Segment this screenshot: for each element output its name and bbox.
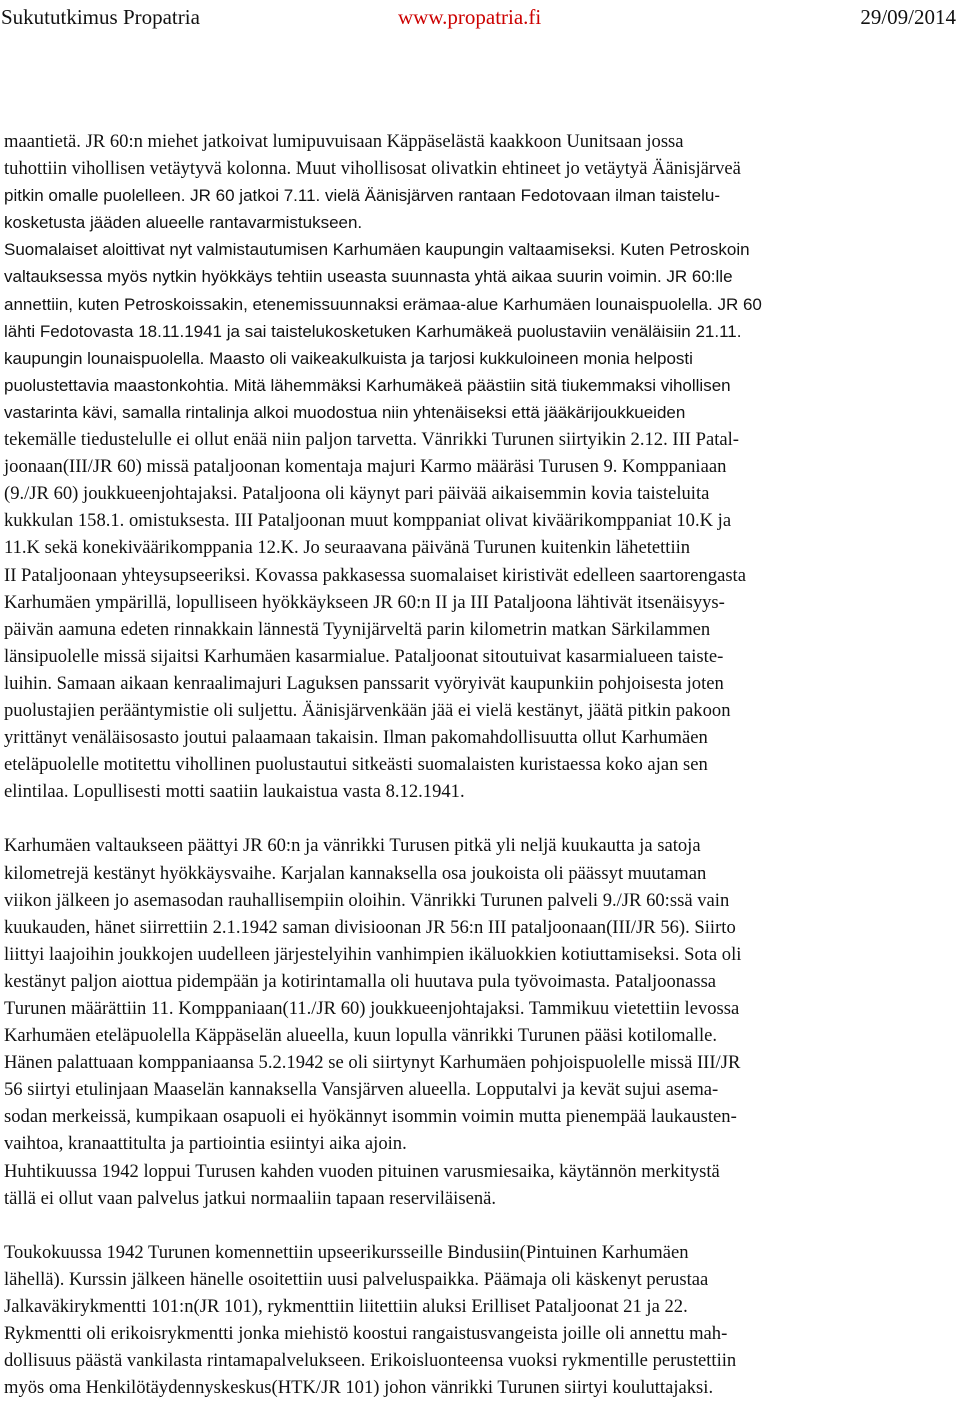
text-line: sodan merkeissä, kumpikaan osapuoli ei hyökännyt isommin voimin mutta pienempää laukausten- xyxy=(4,1106,737,1128)
text-line: kilometrejä kestänyt hyökkäysvaihe. Karjalan kannaksella osa joukoista oli päässyt muutaman xyxy=(4,862,707,884)
text-line: luihin. Samaan aikaan kenraalimajuri Laguksen panssarit vyöryivät kaupunkiin pohjoisesta joten xyxy=(4,672,724,694)
text-line: kestänyt paljon aiottua pidempään ja kotirintamalla oli huutava pula työvoimasta. Pataljoonassa xyxy=(4,970,717,992)
text-line: kukkulan 158.1. omistuksesta. III Pataljoonan muut komppaniat olivat kiväärikomppaniat 10.K ja xyxy=(4,510,732,532)
paragraph xyxy=(4,128,954,805)
text-line: puolustettavia maastonkohtia. Mitä lähemmäksi Karhumäkeä päästiin sitä tiukemmaksi vihollisen xyxy=(4,375,731,395)
text-line: puolustajien perääntymistie oli suljettu. Äänisjärvenkään jää ei vielä kestänyt, jäätä pitkin pakoon xyxy=(4,699,731,721)
text-line: lähti Fedotovasta 18.11.1941 ja sai taistelukosketuken Karhumäkeä puolustaviin venäläisiin 21.11. xyxy=(4,321,742,341)
paragraph xyxy=(4,1239,954,1402)
paragraph xyxy=(4,832,954,1211)
text-line: maantietä. JR 60:n miehet jatkoivat lumipuvuisaan Käppäselästä kaakkoon Uunitsaan jossa xyxy=(4,131,684,152)
text-line: viikon jälkeen jo asemasodan rauhallisempiin oloihin. Vänrikki Turunen palveli 9./JR 60:ssä vain xyxy=(4,889,730,911)
text-line: kaupungin lounaispuolella. Maasto oli vaikeakulkuista ja tarjosi kukkuloineen monia helposti xyxy=(4,348,693,368)
text-line: Toukokuussa 1942 Turunen komennettiin upseerikursseille Bindusiin(Pintuinen Karhumäen xyxy=(4,1241,689,1263)
text-line: elintilaa. Lopullisesti motti saatiin laukaistua vasta 8.12.1941. xyxy=(4,781,465,803)
text-line: eteläpuolelle motitettu vihollinen puolustautui sitkeästi suomalaisten kuristaessa koko ajan sen xyxy=(4,754,708,776)
text-line: annettiin, kuten Petroskoissakin, etenemissuunnaksi erämaa-alue Karhumäen lounaispuolella. JR 60 xyxy=(4,294,762,314)
text-line: tällä ei ollut vaan palvelus jatkui normaaliin tapaan reserviläisenä. xyxy=(4,1187,497,1209)
text-line: vaihtoa, kranaattitulta ja partiointia esiintyi aika ajoin. xyxy=(4,1133,407,1155)
header-site-url[interactable]: www.propatria.fi xyxy=(398,5,542,29)
text-line: lähellä). Kurssin jälkeen hänelle osoitettiin uusi palveluspaikka. Päämaja oli käskenyt perustaa xyxy=(4,1268,709,1290)
text-line: pitkin omalle puolelleen. JR 60 jatkoi 7.11. vielä Äänisjärven rantaan Fedotovaan ilman taistelu- xyxy=(4,186,720,206)
text-line: Karhumäen eteläpuolella Käppäselän alueella, kuun lopulla vänrikki Turunen pääsi kotilomalle. xyxy=(4,1025,718,1047)
paragraph-gap xyxy=(4,805,954,832)
text-line: Karhumäen valtaukseen päättyi JR 60:n ja vänrikki Turusen pitkä yli neljä kuukautta ja satoja xyxy=(4,835,701,857)
text-line: länsipuolelle missä sijaitsi Karhumäen kasarmialue. Pataljoonat sitoutuivat kasarmialueen taiste- xyxy=(4,645,724,667)
text-line: joonaan(III/JR 60) missä pataljoonan komentaja majuri Karmo määräsi Turusen 9. Komppaniaan xyxy=(4,456,727,478)
text-line: vastarinta kävi, samalla rintalinja alkoi muodostua niin yhtenäiseksi että jääkärijoukkueiden xyxy=(4,402,686,422)
text-line: II Pataljoonaan yhteysupseeriksi. Kovassa pakkasessa suomalaiset kiristivät edelleen saartorengasta xyxy=(4,564,746,586)
text-line: tekemälle tiedustelulle ei ollut enää niin paljon tarvetta. Vänrikki Turunen siirtyikin 2.12. III Patal- xyxy=(4,429,739,451)
text-line: kosketusta jääden alueelle rantavarmistukseen. xyxy=(4,213,363,233)
text-line: tuhottiin vihollisen vetäytyvä kolonna. Muut vihollisosat olivatkin ehtineet jo vetäytyä Äänisjärveä xyxy=(4,158,741,180)
text-line: Hänen palattuaan komppaniaansa 5.2.1942 se oli siirtynyt Karhumäen pohjoispuolelle missä III/JR xyxy=(4,1052,741,1074)
text-line: 56 siirtyi etulinjaan Maaselän kannaksella Vansjärven alueella. Lopputalvi ja kevät sujui asema- xyxy=(4,1079,719,1101)
page-header xyxy=(0,0,960,40)
text-line: Rykmentti oli erikoisrykmentti jonka miehistö koostui rangaistusvangeista joille oli annettu mah- xyxy=(4,1323,728,1345)
header-date: 29/09/2014 xyxy=(860,5,956,29)
paragraph-gap xyxy=(4,1212,954,1239)
text-line: Jalkaväkirykmentti 101:n(JR 101), rykmenttiin liitettiin aluksi Erilliset Pataljoonat 21 ja 22. xyxy=(4,1296,688,1318)
text-line: valtauksessa myös nytkin hyökkäys tehtiin useasta suunnasta yhtä aikaa suurin voimin. JR 60:lle xyxy=(4,267,733,287)
text-line: päivän aamuna edeten rinnakkain lännestä Tyynijärveltä parin kilometrin matkan Särkilammen xyxy=(4,618,711,640)
text-line: kuukauden, hänet siirrettiin 2.1.1942 saman divisioonan JR 56:n III pataljoonaan(III/JR 56). Siirto xyxy=(4,916,736,938)
text-line: Turunen määrättiin 11. Komppaniaan(11./JR 60) joukkueenjohtajaksi. Tammikuu vietettiin levossa xyxy=(4,998,740,1019)
text-line: dollisuus päästä vankilasta rintamapalvelukseen. Erikoisluonteensa vuoksi rykmentille perustettiin xyxy=(4,1350,737,1372)
document-body xyxy=(4,128,954,1401)
text-line: (9./JR 60) joukkueenjohtajaksi. Pataljoona oli käynyt pari päivää aikaisemmin kovia taisteluita xyxy=(4,483,710,505)
text-line: Huhtikuussa 1942 loppui Turusen kahden vuoden pituinen varusmiesaika, käytännön merkitystä xyxy=(4,1160,720,1182)
text-line: Suomalaiset aloittivat nyt valmistautumisen Karhumäen kaupungin valtaamiseksi. Kuten Petroskoin xyxy=(4,240,750,260)
header-site-name: Sukututkimus Propatria xyxy=(1,5,200,29)
text-line: yrittänyt venäläisosasto joutui palaamaan takaisin. Ilman pakomahdollisuutta ollut Karhumäen xyxy=(4,727,708,749)
text-line: Karhumäen ympärillä, lopulliseen hyökkäykseen JR 60:n II ja III Pataljoona lähtivät itsenäisyys- xyxy=(4,591,725,613)
text-line: liittyi laajoihin joukkojen uudelleen järjestelyihin vanhimpien ikäluokkien kotiuttamiseksi. Sota oli xyxy=(4,943,742,965)
text-line: 11.K sekä konekiväärikomppania 12.K. Jo seuraavana päivänä Turunen kuitenkin lähetettiin xyxy=(4,537,691,559)
text-line: myös oma Henkilötäydennyskeskus(HTK/JR 101) johon vänrikki Turunen siirtyi kouluttajaksi. xyxy=(4,1377,714,1399)
